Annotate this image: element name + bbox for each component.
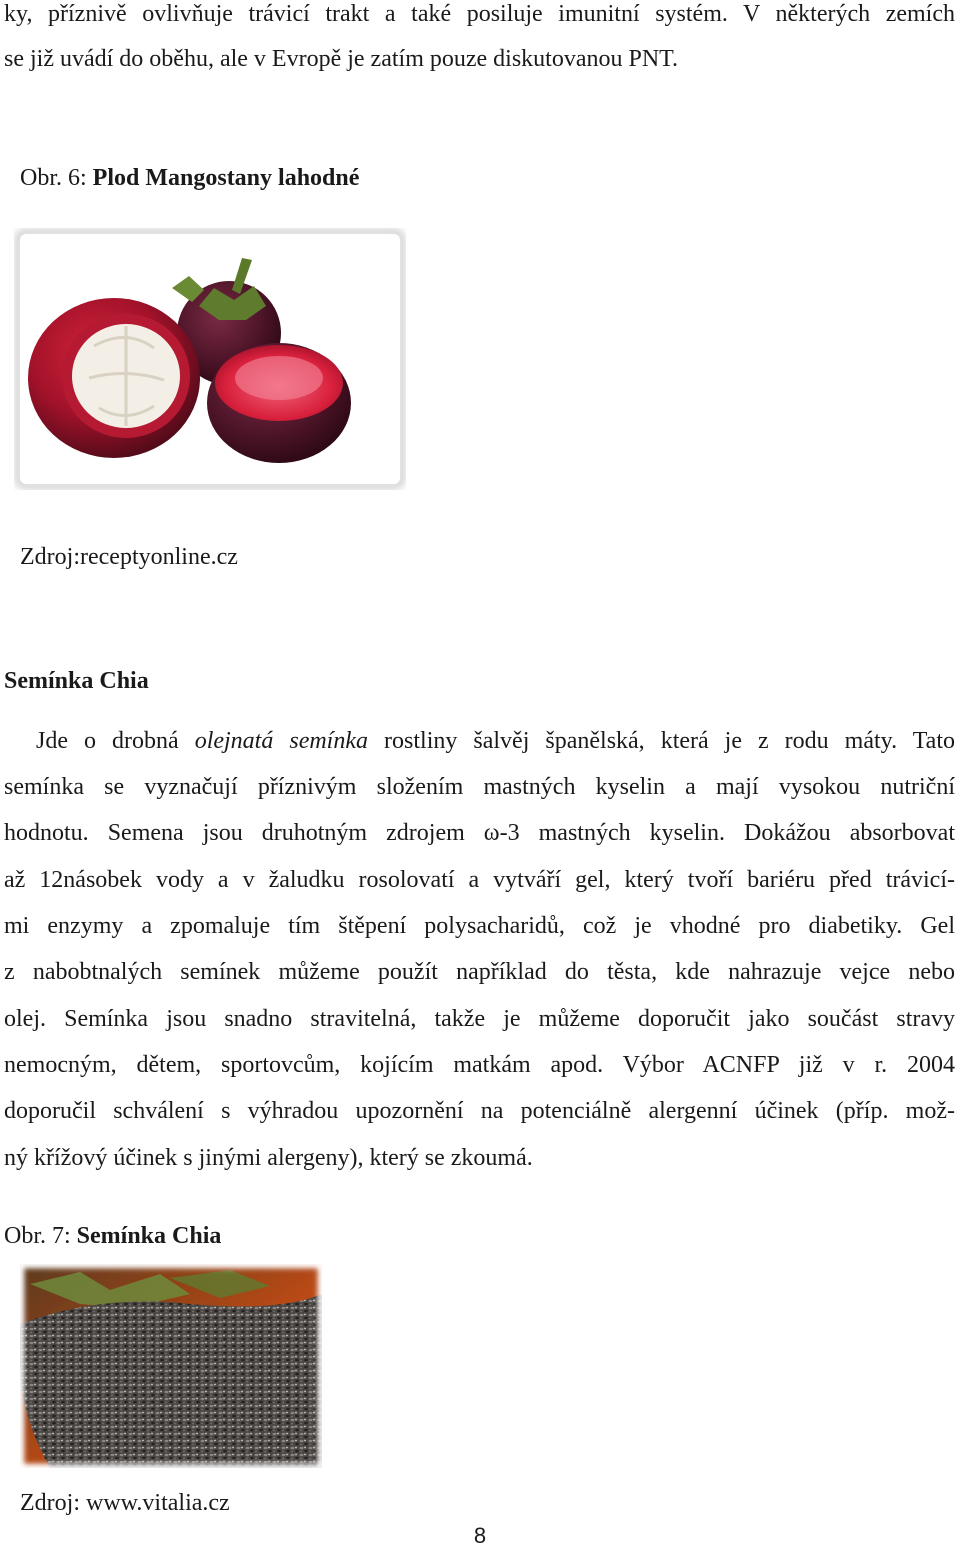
section-heading xyxy=(4,667,149,695)
figure-7-title: Semínka Chia xyxy=(76,1223,222,1249)
paragraph-italic-term: olejnatá semínka xyxy=(194,728,369,754)
section-heading-text: Semínka Chia xyxy=(4,668,149,694)
chia-seeds-photo xyxy=(20,1264,322,1468)
figure-6-prefix: Obr. 6: xyxy=(20,165,93,191)
figure-6-title: Plod Mangostany lahodné xyxy=(92,165,360,191)
paragraph-line-last: ný křížový účinek s jinými alergeny), který se zkoumá. xyxy=(4,1145,533,1171)
paragraph-line: nemocným, dětem, sportovcům, kojícím matkám apod. Výbor ACNFP již v r. 2004 xyxy=(4,1052,955,1078)
paragraph-line: semínka se vyznačují příznivým složením mastných kyselin a mají vysokou nutriční xyxy=(4,774,955,800)
mangosteen-photo xyxy=(14,228,406,490)
paragraph-line: mi enzymy a zpomaluje tím štěpení polysacharidů, což je vhodné pro diabetiky. Gel xyxy=(4,913,955,939)
intro-line-1: ky, příznivě ovlivňuje trávicí trakt a také posiluje imunitní systém. V některých zemích xyxy=(4,1,955,27)
paragraph-line: až 12násobek vody a v žaludku rosolovatí a vytváří gel, který tvoří bariéru před trávicí- xyxy=(4,867,955,893)
figure-6-caption xyxy=(20,164,359,192)
paragraph-line-1 xyxy=(36,727,955,755)
paragraph-line: doporučil schválení s výhradou upozornění na potenciálně alergenní účinek (příp. mož- xyxy=(4,1098,955,1124)
page-number: 8 xyxy=(473,1523,487,1548)
paragraph-line-1-end: rostliny šalvěj španělská, která je z rodu máty. Tato xyxy=(368,728,955,754)
figure-6-source: Zdroj:receptyonline.cz xyxy=(20,544,238,570)
paragraph-line-1-start: Jde o drobná xyxy=(36,728,195,754)
intro-line-2: se již uvádí do oběhu, ale v Evropě je zatím pouze diskutovanou PNT. xyxy=(4,46,679,72)
figure-7-prefix: Obr. 7: xyxy=(4,1223,77,1249)
paragraph-line: olej. Semínka jsou snadno stravitelná, takže je můžeme doporučit jako součást stravy xyxy=(4,1006,955,1032)
paragraph-line: hodnotu. Semena jsou druhotným zdrojem ω-3 mastných kyselin. Dokážou absorbovat xyxy=(4,820,955,846)
paragraph-line: z nabobtnalých semínek můžeme použít například do těsta, kde nahrazuje vejce nebo xyxy=(4,959,955,985)
figure-7-source: Zdroj: www.vitalia.cz xyxy=(20,1490,230,1516)
figure-7-caption xyxy=(4,1222,221,1250)
